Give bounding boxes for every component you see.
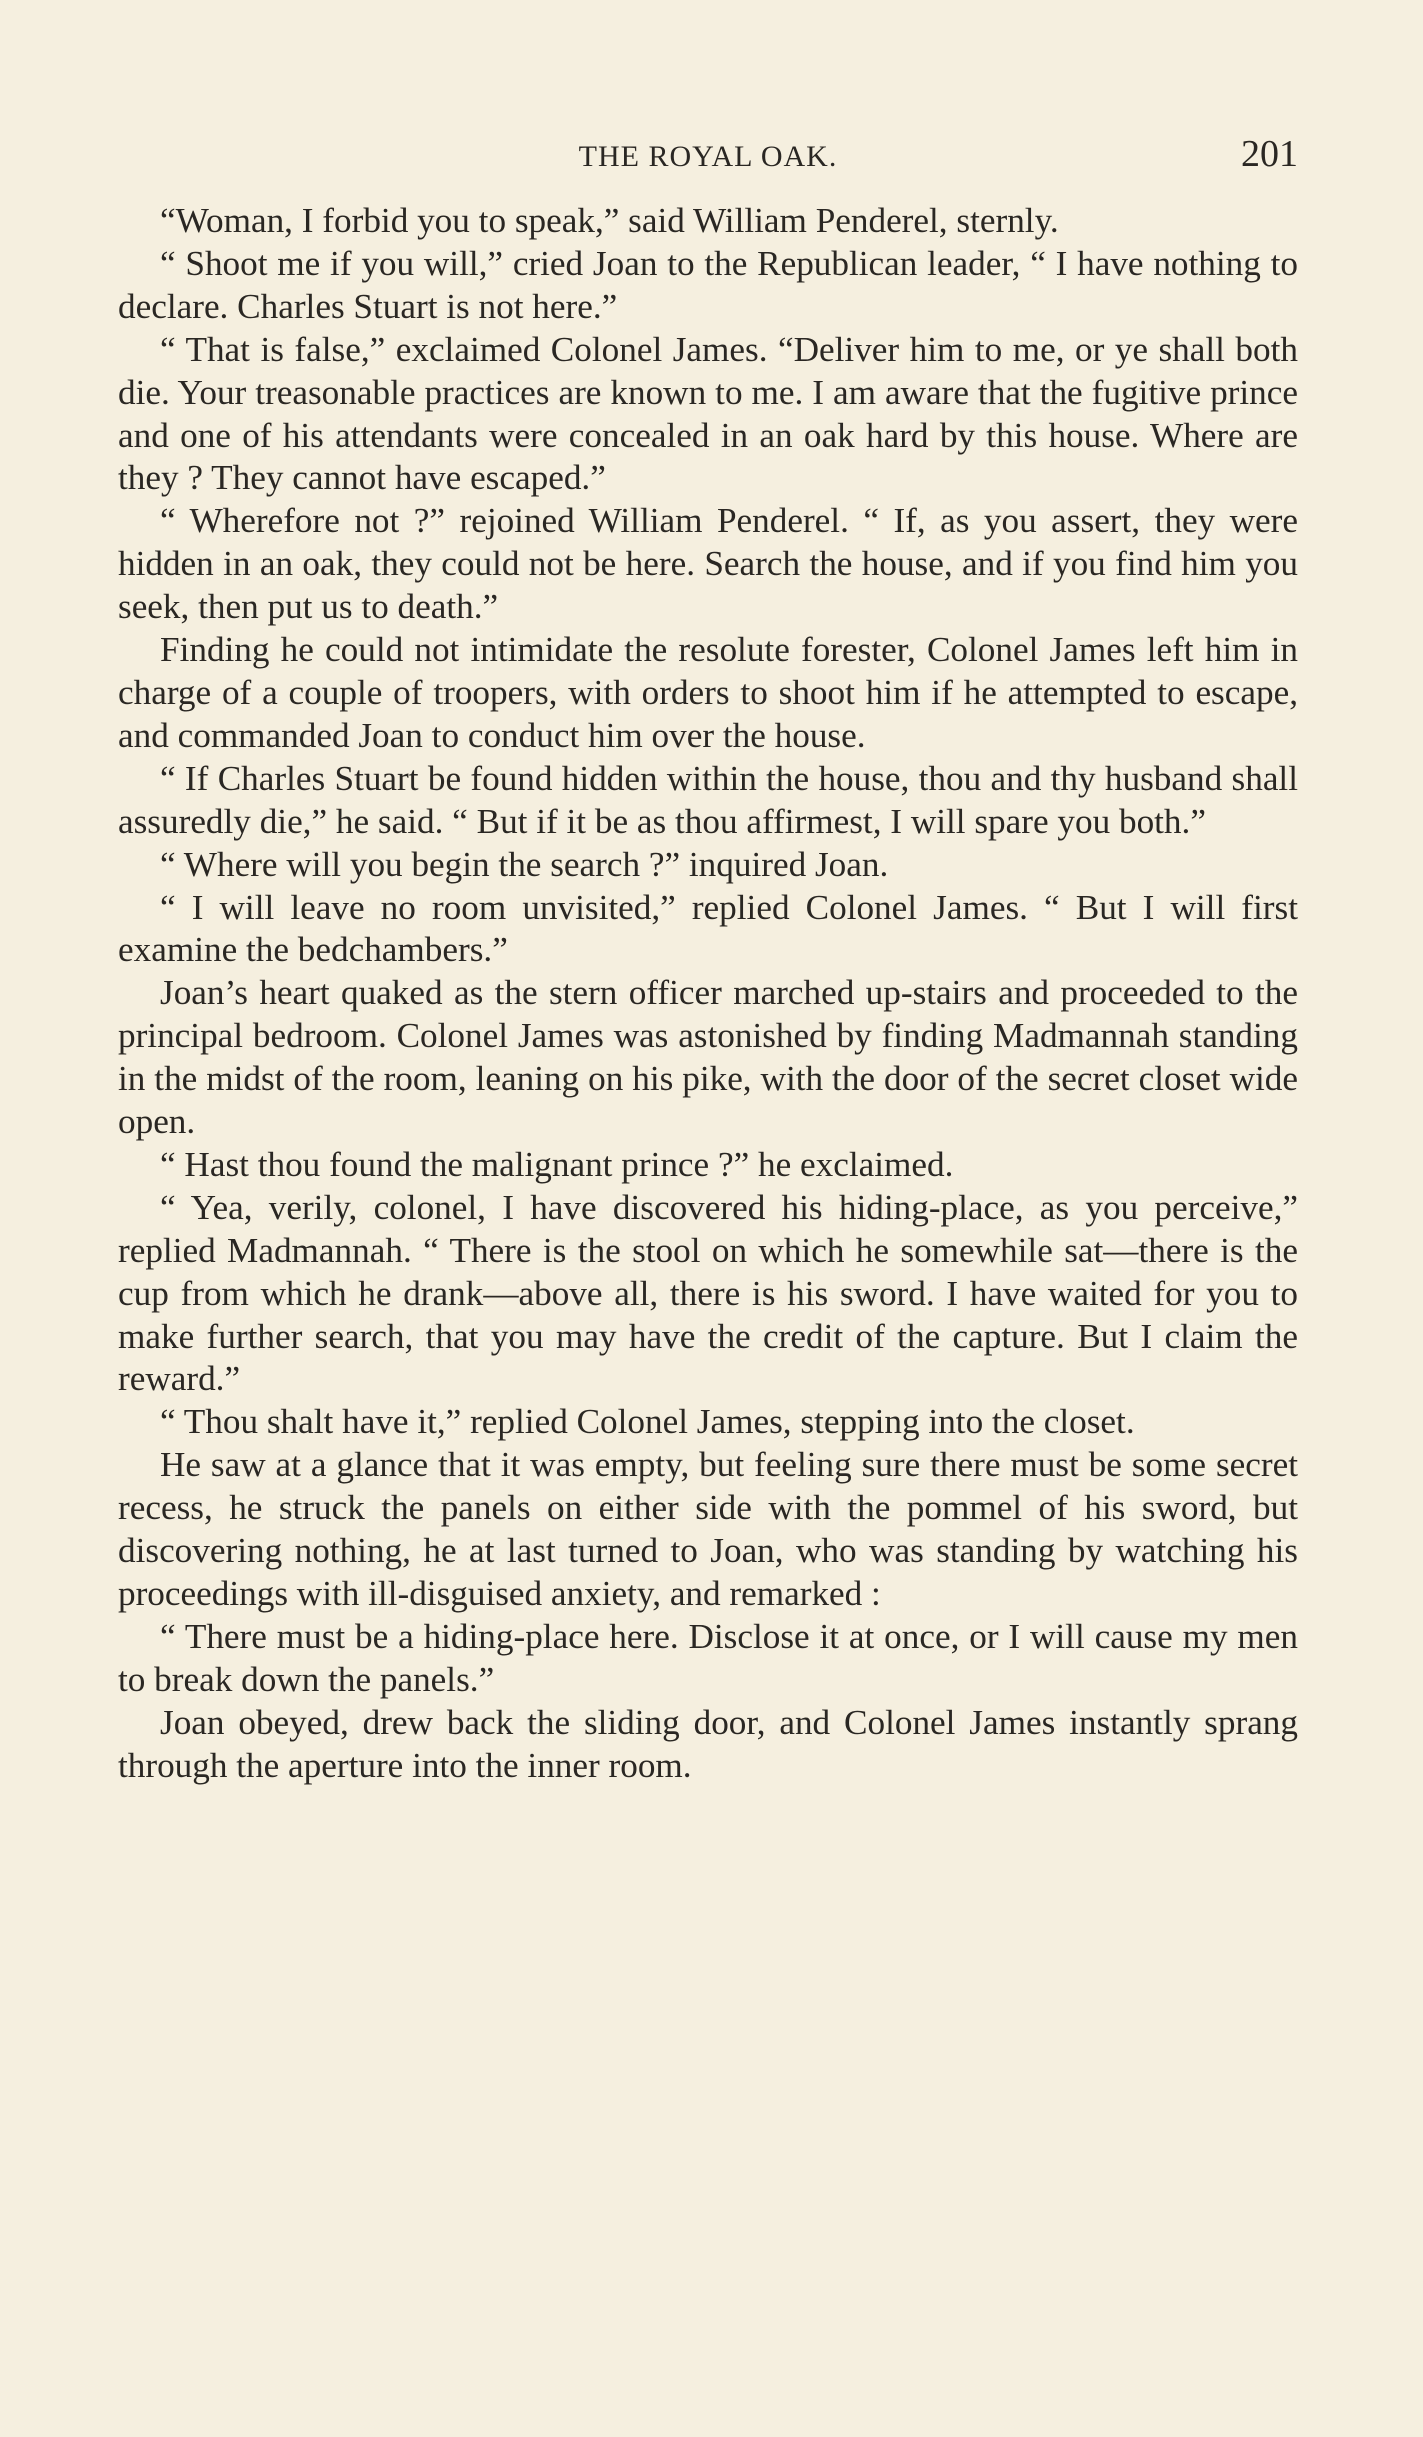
running-head [118,132,1298,182]
paragraph: “ Thou shalt have it,” replied Colonel James, stepping into the closet. [160,1402,1135,1442]
paragraph: He saw at a glance that it was empty, but feeling sure there must be some secret recess, he struck the panels on either side with the pommel of his sword, but discovering nothing, he at last turned to Joan, who was standing by watching his proceedings with ill-disguised anxiety, and remarked : [118,1445,1298,1613]
paragraph: “Woman, I forbid you to speak,” said William Penderel, sternly. [160,201,1059,240]
paragraph: “ I will leave no room unvisited,” replied Colonel James. “ But I will first examine the bedchambers.” [118,887,1298,970]
paragraph: “ Where will you begin the search ?” inquired Joan. [160,844,889,884]
body-text [118,200,1298,1788]
paragraph: “ Shoot me if you will,” cried Joan to the Republican leader, “ I have nothing to declare. Charles Stuart is not here.” [118,243,1298,326]
paragraph: Joan obeyed, drew back the sliding door, and Colonel James instantly sprang through the aperture into the inner room. [118,1702,1298,1785]
paragraph: “ That is false,” exclaimed Colonel James. “Deliver him to me, or ye shall both die. Your treasonable practices are known to me. I am aware that the fugitive prince and one of his attendants were concealed in an oak hard by this house. Where are they ? They cannot have escaped.” [118,329,1298,498]
paragraph: “ If Charles Stuart be found hidden within the house, thou and thy husband shall assuredly die,” he said. “ But if it be as thou affirmest, I will spare you both.” [118,758,1298,841]
paragraph: Joan’s heart quaked as the stern officer marched up-stairs and proceeded to the principal bedroom. Colonel James was astonished by finding Madmannah standing in the midst of the room, leaning on his pike, with the door of the secret closet wide open. [118,973,1298,1142]
paragraph: “ Hast thou found the malignant prince ?” he exclaimed. [160,1144,954,1184]
paragraph: “ Yea, verily, colonel, I have discovered his hiding-place, as you perceive,” replied Madmannah. “ There is the stool on which he somewhile sat—there is the cup from which he drank—above all, there is his sword. I have waited for you to make further search, that you may have the credit of the capture. But I claim the reward.” [118,1187,1298,1399]
page-number: 201 [1241,133,1298,175]
paragraph: “ There must be a hiding-place here. Disclose it at once, or I will cause my men to break down the panels.” [118,1616,1298,1699]
paragraph: Finding he could not intimidate the resolute forester, Colonel James left him in charge of a couple of troopers, with orders to shoot him if he attempted to escape, and commanded Joan to conduct him over the house. [118,630,1298,755]
paragraph: “ Wherefore not ?” rejoined William Penderel. “ If, as you assert, they were hidden in an oak, they could not be here. Search the house, and if you find him you seek, then put us to death.” [118,501,1298,627]
running-title: THE ROYAL OAK. [578,140,838,173]
